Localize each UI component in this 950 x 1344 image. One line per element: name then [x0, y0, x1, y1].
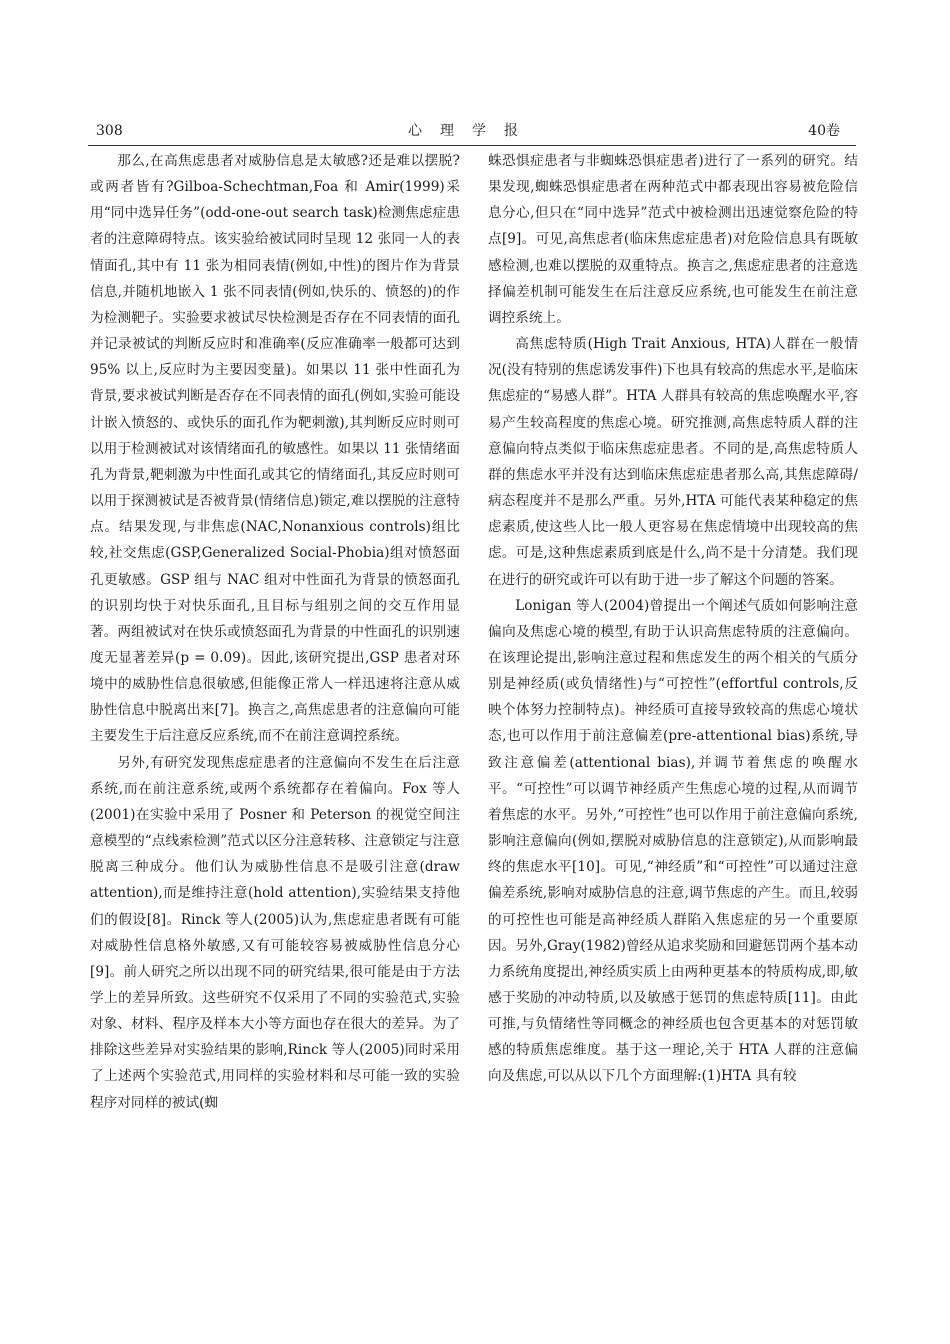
paragraph-continued: 蛛恐惧症患者与非蜘蛛恐惧症患者)进行了一系列的研究。结果发现,蜘蛛恐惧症患者在两种范式中都表现出容易被危险信息分心,但只在“同中选异”范式中被检测出迅速觉察危险的特点[9]。可见,高焦虑者(临床焦虑症患者)对危险信息具有既敏感检测,也难以摆脱的双重特点。换言之,焦虑症患者的注意选择偏差机制可能发生在后注意反应系统,也可能发生在前注意调控系统上。	[488, 153, 858, 326]
page-number: 308	[96, 123, 123, 139]
left-column	[90, 148, 460, 1116]
right-column	[488, 148, 858, 1090]
volume-label: 40卷	[808, 123, 840, 139]
header-rule	[88, 145, 856, 146]
paragraph: Lonigan 等人(2004)曾提出一个阐述气质如何影响注意偏向及焦虑心境的模型,有助于认识高焦虑特质的注意偏向。在该理论提出,影响注意过程和焦虑发生的两个相关的气质分别是神经质(或负情绪性)与“可控性”(effortful controls,反映个体努力控制特点)。神经质可直接导致较高的焦虑心境状态,也可以作用于前注意偏差(pre-attentional bias)系统,导致注意偏差(attentional bias),并调节着焦虑的唤醒水平。“可控性”可以调节神经质产生焦虑心境的过程,从而调节着焦虑的水平。另外,“可控性”也可以作用于前注意偏向系统,影响注意偏向(例如,摆脱对威胁信息的注意锁定),从而影响最终的焦虑水平[10]。可见,“神经质”和“可控性”可以通过注意偏差系统,影响对威胁信息的注意,调节焦虑的产生。而且,较弱的可控性也可能是高神经质人群陷入焦虑症的另一个重要原因。另外,Gray(1982)曾经从追求奖励和回避惩罚两个基本动力系统角度提出,神经质实质上由两种更基本的特质构成,即,敏感于奖励的冲动特质,以及敏感于惩罚的焦虑特质[11]。由此可推,与负情绪性等同概念的神经质也包含更基本的对惩罚敏感的特质焦虑维度。基于这一理论,关于 HTA 人群的注意偏向及焦虑,可以从以下几个方面理解:(1)HTA 具有较	[488, 597, 858, 1085]
paragraph: 另外,有研究发现焦虑症患者的注意偏向不发生在后注意系统,而在前注意系统,或两个系统都存在着偏向。Fox 等人(2001)在实验中采用了 Posner 和 Peterson 的视觉空间注意模型的“点线索检测”范式以区分注意转移、注意锁定与注意脱离三种成分。他们认为威胁性信息不是吸引注意(draw attention),而是维持注意(hold attention),实验结果支持他们的假设[8]。Rinck 等人(2005)认为,焦虑症患者既有可能对威胁性信息格外敏感,又有可能较容易被威胁性信息分心[9]。前人研究之所以出现不同的研究结果,很可能是由于方法学上的差异所致。这些研究不仅采用了不同的实验范式,实验对象、材料、程序及样本大小等方面也存在很大的差异。为了排除这些差异对实验结果的影响,Rinck 等人(2005)同时采用了上述两个实验范式,用同样的实验材料和尽可能一致的实验程序对同样的被试(蜘	[90, 754, 460, 1111]
journal-title: 心理学报	[408, 123, 536, 139]
paragraph: 高焦虑特质(High Trait Anxious, HTA)人群在一般情况(没有特别的焦虑诱发事件)下也具有较高的焦虑水平,是临床焦虑症的“易感人群”。HTA 人群具有较高的焦虑唤醒水平,容易产生较高程度的焦虑心境。研究推测,高焦虑特质人群的注意偏向特点类似于临床焦虑症患者。不同的是,高焦虑特质人群的焦虑水平并没有达到临床焦虑症患者那么高,其焦虑障碍/病态程度并不是那么严重。另外,HTA 可能代表某种稳定的焦虑素质,使这些人比一般人更容易在焦虑情境中出现较高的焦虑。可是,这种焦虑素质到底是什么,尚不是十分清楚。我们现在进行的研究或许可以有助于进一步了解这个问题的答案。	[488, 336, 858, 588]
page-header	[88, 120, 856, 142]
paragraph: 那么,在高焦虑患者对威胁信息是太敏感?还是难以摆脱?或两者皆有?Gilboa-Schechtman,Foa 和 Amir(1999)采用“同中选异任务”(odd-one-out search task)检测焦虑症患者的注意障碍特点。该实验给被试同时呈现 12 张同一人的表情面孔,其中有 11 张为相同表情(例如,中性)的图片作为背景信息,并随机地嵌入 1 张不同表情(例如,快乐的、愤怒的)的作为检测靶子。实验要求被试尽快检测是否存在不同表情的面孔并记录被试的判断反应时和准确率(反应准确率一般都可达到 95% 以上,反应时为主要因变量)。如果以 11 张中性面孔为背景,要求被试判断是否存在不同表情的面孔(例如,实验可能设计嵌入愤怒的、或快乐的面孔作为靶刺激),其判断反应时则可以用于检测被试对该情绪面孔的敏感性。如果以 11 张情绪面孔为背景,靶刺激为中性面孔或其它的情绪面孔,其反应时则可以用于探测被试是否被背景(情绪信息)锁定,难以摆脱的注意特点。结果发现,与非焦虑(NAC,Nonanxious controls)组比较,社交焦虑(GSP,Generalized Social-Phobia)组对愤怒面孔更敏感。GSP 组与 NAC 组对中性面孔为背景的愤怒面孔的识别均快于对快乐面孔,且目标与组别之间的交互作用显著。两组被试对在快乐或愤怒面孔为背景的中性面孔的识别速度无显著差异(p = 0.09)。因此,该研究提出,GSP 患者对环境中的威胁性信息很敏感,但能像正常人一样迅速将注意从威胁性信息中脱离出来[7]。换言之,高焦虑患者的注意偏向可能主要发生于后注意反应系统,而不在前注意调控系统。	[90, 153, 460, 745]
